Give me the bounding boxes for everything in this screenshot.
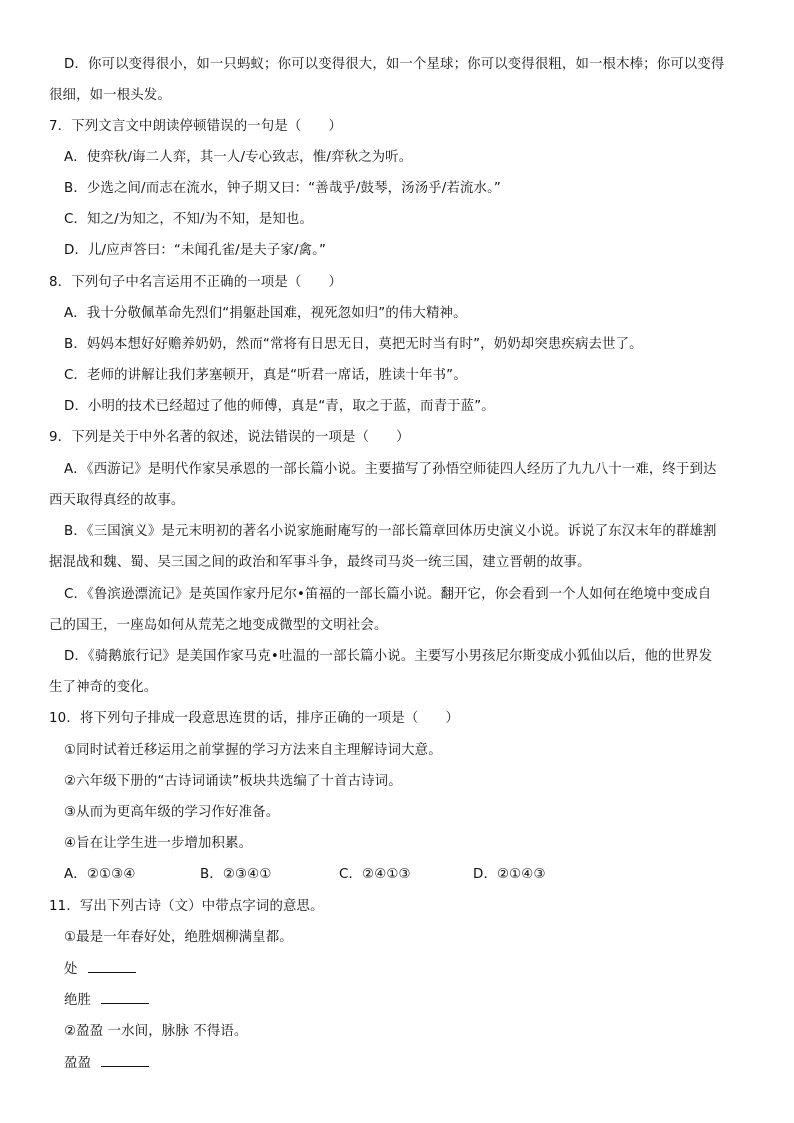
q6-option-d-line1: D．你可以变得很小，如一只蚂蚁；你可以变得很大，如一个星球；你可以变得很粗，如一根木棒；你可以变得	[64, 57, 725, 72]
q9-option-d-line1: D．《骑鹅旅行记》是美国作家马克•吐温的一部长篇小说。主要写小男孩尼尔斯变成小狐仙以后，他的世界发	[64, 649, 713, 664]
q9-stem: 9．下列是关于中外名著的叙述，说法错误的一项是（ ）	[49, 430, 410, 445]
q7-option-b: B．少选之间/而志在流水，钟子期又曰：“善哉乎/鼓琴，汤汤乎/若流水。”	[64, 181, 502, 196]
q8-option-d: D．小明的技术已经超过了他的师傅，真是“青，取之于蓝，而青于蓝”。	[64, 399, 495, 414]
q9-option-b-line1: B．《三国演义》是元末明初的著名小说家施耐庵写的一部长篇章回体历史演义小说。诉说了东汉末年的群雄割	[64, 524, 717, 539]
q7-stem: 7．下列文言文中朗读停顿错误的一句是（ ）	[49, 119, 343, 134]
q10-option-d: D．②①④③	[473, 867, 546, 882]
q11-stem: 11．写出下列古诗（文）中带点字词的意思。	[49, 899, 324, 914]
q11-word-juesheng	[64, 991, 149, 1010]
q11-word-yingying	[64, 1054, 149, 1073]
q11-word-yingying-answer-blank[interactable]	[101, 1054, 149, 1067]
q9-option-c-line1: C．《鲁滨逊漂流记》是英国作家丹尼尔•笛福的一部长篇小说。翻开它，你会看到一个人如何在绝境中变成自	[64, 587, 712, 602]
q9-option-c-line2: 己的国王，一座岛如何从荒芜之地变成微型的文明社会。	[49, 618, 388, 633]
q6-option-d-line2: 很细，如一根头发。	[49, 88, 171, 103]
q8-option-b: B．妈妈本想好好赡养奶奶，然而“常将有日思无日，莫把无时当有时”，奶奶却突患疾病去世了。	[64, 337, 643, 352]
q11-word-juesheng-answer-blank[interactable]	[101, 991, 149, 1004]
q8-option-c: C．老师的讲解让我们茅塞顿开，真是“听君一席话，胜读十年书”。	[64, 368, 467, 383]
q7-option-d: D．儿/应声答曰：“未闻孔雀/是夫子家/禽。”	[64, 243, 327, 258]
q10-sentence-4: ④旨在让学生进一步增加积累。	[64, 836, 253, 851]
q10-sentence-2: ②六年级下册的“古诗词诵读”板块共选编了十首古诗词。	[64, 774, 402, 789]
q11-word-chu-answer-blank[interactable]	[88, 960, 136, 973]
q11-poem-2: ②盈盈 一水间，脉脉 不得语。	[64, 1024, 248, 1039]
q9-option-b-line2: 据混战和魏、蜀、吴三国之间的政治和军事斗争，最终司马炎一统三国，建立晋朝的故事。	[49, 555, 591, 570]
q9-option-a-line1: A．《西游记》是明代作家吴承恩的一部长篇小说。主要描写了孙悟空师徒四人经历了九九八十一难，终于到达	[64, 462, 717, 477]
q9-option-d-line2: 生了神奇的变化。	[49, 680, 158, 695]
q11-word-juesheng-label: 绝胜	[64, 993, 92, 1008]
q10-option-a: A．②①③④	[64, 867, 136, 882]
q10-sentence-3: ③从而为更高年级的学习作好准备。	[64, 805, 280, 820]
q11-word-chu-label: 处	[64, 962, 78, 977]
q8-stem: 8．下列句子中名言运用不正确的一项是（ ）	[49, 275, 343, 290]
q10-option-b: B．②③④①	[200, 867, 272, 882]
q10-option-c: C．②④①③	[339, 867, 411, 882]
q9-option-a-line2: 西天取得真经的故事。	[49, 493, 185, 508]
q11-word-chu	[64, 960, 136, 979]
q10-sentence-1: ①同时试着迁移运用之前掌握的学习方法来自主理解诗词大意。	[64, 743, 442, 758]
q7-option-a: A．使弈秋/诲二人弈，其一人/专心致志，惟/弈秋之为听。	[64, 150, 413, 165]
q7-option-c: C．知之/为知之，不知/为不知，是知也。	[64, 212, 314, 227]
q11-word-yingying-label: 盈盈	[64, 1056, 92, 1071]
q11-poem-1: ①最是一年春好处，绝胜烟柳满皇都。	[64, 930, 293, 945]
q10-stem: 10．将下列句子排成一段意思连贯的话，排序正确的一项是（ ）	[49, 711, 460, 726]
q8-option-a: A．我十分敬佩革命先烈们“捐躯赴国难，视死忽如归”的伟大精神。	[64, 306, 467, 321]
